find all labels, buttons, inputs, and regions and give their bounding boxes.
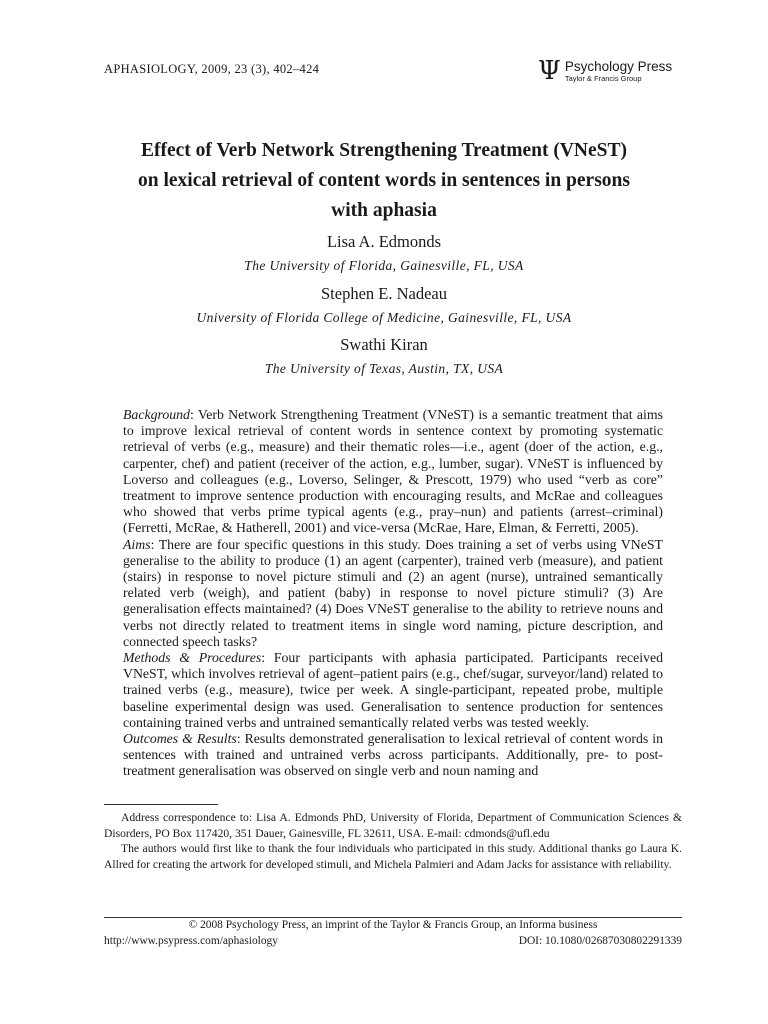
section-label: Background	[123, 407, 190, 422]
acknowledgements: The authors would first like to thank the four individuals who participated in this study. Additional thanks go Laura K. Allred for creating the artwork for developed stimuli, and Michela Palmieri and Adam Jacks for assistance with reliability.	[104, 842, 682, 871]
author-name: Stephen E. Nadeau	[321, 284, 447, 303]
publisher-group: Taylor & Francis Group	[564, 74, 642, 83]
title-line: Effect of Verb Network Strengthening Treatment (VNeST)	[141, 140, 627, 161]
author-affiliation: University of Florida College of Medicine, Gainesville, FL, USA	[196, 310, 572, 325]
footnotes	[104, 810, 682, 872]
author-name: Lisa A. Edmonds	[326, 232, 442, 251]
abstract-aims	[123, 537, 663, 650]
journal-url[interactable]: http://www.psypress.com/aphasiology	[104, 935, 278, 947]
doi: DOI: 10.1080/02687030802291339	[518, 935, 682, 947]
psi-logo-icon: Ψ	[538, 56, 561, 86]
journal-citation: APHASIOLOGY, 2009, 23 (3), 402–424	[104, 62, 320, 76]
section-label: Aims	[123, 536, 151, 552]
abstract-outcomes	[123, 731, 663, 780]
section-label: Outcomes & Results	[123, 731, 237, 747]
section-text: : Four participants with aphasia participated. Participants received VNeST, which involves retrieval of agent–patient pairs (e.g., chef/sugar, surveyor/land) related to trained verbs (e.g., measure), twice per week. A single-participant, repeated probe, multiple baseline experimental design was used. Generalisation to sentence production for sentences containing trained verbs and untrained semantically related verbs was tested weekly.	[123, 650, 663, 730]
publisher-name: Psychology Press	[564, 59, 673, 74]
article-title	[80, 136, 688, 226]
publisher-logo	[538, 56, 673, 86]
author-affiliation: The University of Florida, Gainesville, FL, USA	[244, 258, 524, 273]
section-text: : There are four specific questions in this study. Does training a set of verbs using VNeST generalise to the ability to produce (1) an agent (carpenter), trained verb (measure), and patient (stairs) in response to novel picture stimuli and (2) an agent (nurse), untrained semantically related verb (weigh), and patient (baby) in response to novel picture stimuli? (3) Are generalisation effects maintained? (4) Does VNeST generalise to the ability to retrieve nouns and verbs not directly related to treatment items in single word naming, picture description, and connected speech tasks?	[123, 536, 663, 649]
abstract-methods	[123, 650, 663, 731]
section-text: : Verb Network Strengthening Treatment (VNeST) is a semantic treatment that aims to improve lexical retrieval of content words in sentence context by promoting systematic retrieval of verbs (e.g., measure) and their thematic roles—i.e., agent (doer of the action, e.g., carpenter, chef) and patient (receiver of the action, e.g., lumber, sugar). VNeST is influenced by Loverso and colleagues (e.g., Loverso, Selinger, & Prescott, 1979) who used “verb as core” treatment to improve sentence production with encouraging results, and McRae and colleagues who showed that verbs prime typical agents (e.g., pray–nun) and patients (arrest–criminal) (Ferretti, McRae, & Hatherell, 2001) and vice-versa (McRae, Hare, Elman, & Ferretti, 2005).	[123, 407, 663, 536]
correspondence-address: Address correspondence to: Lisa A. Edmonds PhD, University of Florida, Department of Communication Sciences & Disorders, PO Box 117420, 351 Dauer, Gainesville, FL 32611, USA. E-mail: cdmonds@ufl.edu	[104, 811, 682, 840]
copyright-divider	[104, 917, 682, 918]
section-label: Methods & Procedures	[123, 650, 262, 666]
title-line: with aphasia	[331, 200, 437, 221]
author-affiliation: The University of Texas, Austin, TX, USA	[264, 361, 504, 376]
title-line: on lexical retrieval of content words in sentences in persons	[138, 170, 630, 191]
abstract-background	[123, 407, 663, 537]
abstract	[123, 407, 663, 780]
author-name: Swathi Kiran	[340, 335, 428, 354]
copyright-notice: © 2008 Psychology Press, an imprint of the Taylor & Francis Group, an Informa business	[188, 919, 598, 931]
section-text: : Results demonstrated generalisation to lexical retrieval of content words in sentences with trained and untrained verbs across participants. Additionally, pre- to post-treatment generalisation was observed on single verb and noun naming and	[123, 731, 663, 779]
footnote-divider	[104, 804, 218, 805]
